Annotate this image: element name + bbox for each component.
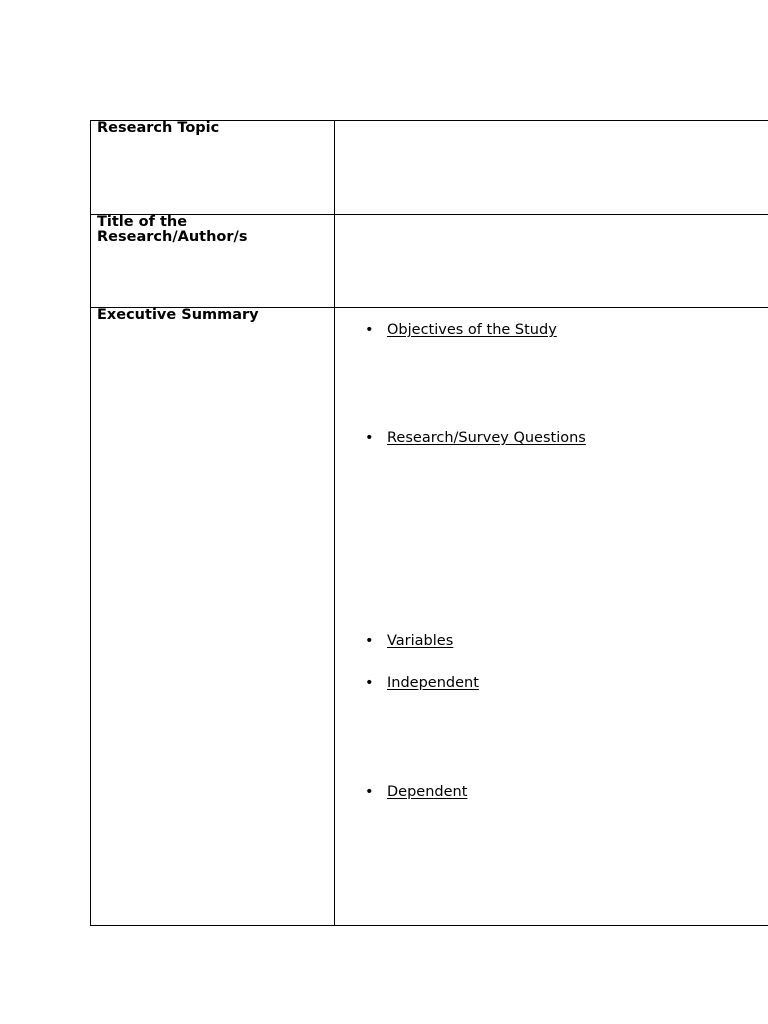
bullet-dot-icon: • [365,784,374,800]
executive-summary-label: Executive Summary [97,307,259,323]
title-author-label: Title of the Research/Author/s [97,214,248,245]
bullet-dot-icon: • [365,675,374,691]
executive-summary-value-cell[interactable] [335,308,768,926]
executive-summary-row [91,308,768,926]
executive-summary-label-cell [91,308,335,926]
bullet-dot-icon: • [365,633,374,649]
bullet-independent [365,674,479,692]
bullet-variables-text: Variables [387,633,454,649]
bullet-objectives [365,321,557,339]
bullet-research-questions-text: Research/Survey Questions [387,430,586,446]
bullet-variables [365,632,453,650]
bullet-dependent-text: Dependent [387,784,468,800]
bullet-dot-icon: • [365,322,374,338]
research-topic-row [91,121,768,215]
title-author-value-cell[interactable] [335,215,768,308]
research-topic-value-cell[interactable] [335,121,768,215]
bullet-dot-icon: • [365,430,374,446]
research-topic-label: Research Topic [97,120,220,136]
research-topic-label-cell [91,121,335,215]
bullet-dependent [365,783,467,801]
title-author-row [91,215,768,308]
bullet-objectives-text: Objectives of the Study [387,322,557,338]
bullet-research-questions [365,429,586,447]
title-author-label-cell [91,215,335,308]
bullet-independent-text: Independent [387,675,479,691]
research-summary-table [90,120,768,926]
